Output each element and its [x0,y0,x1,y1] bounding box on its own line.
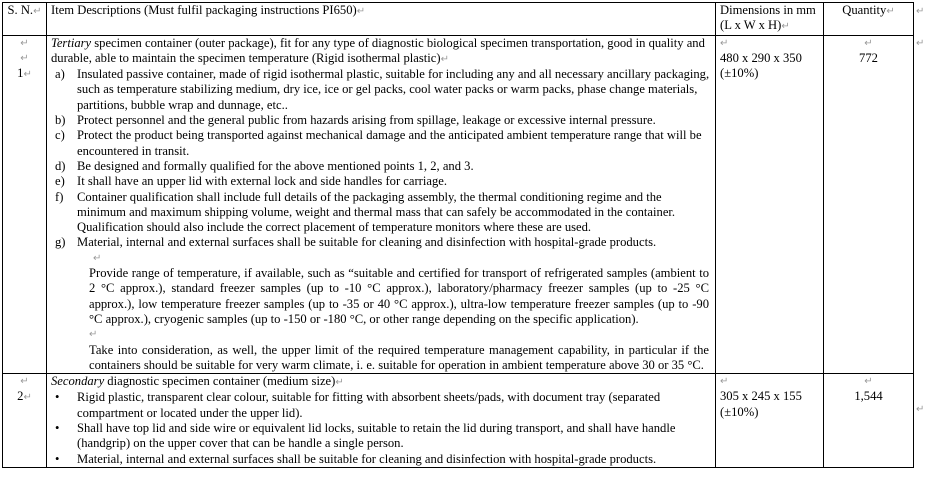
sn-cell: ↵ ↵ 1↵ [3,35,47,374]
table-row [3,35,914,374]
list-item: • Rigid plastic, transparent clear colour, suitable for fitting with absorbent sheets/pads, with document tray (separated compartment or located under the upper lid). [55,390,661,420]
quantity-cell: ↵ 772 [824,35,914,374]
packaging-spec-table [2,2,914,468]
header-description: Item Descriptions (Must fulfil packaging instructions PI650)↵ [47,3,716,36]
paragraph-mark-icon: ↵ [89,329,98,341]
list-item: g) Material, internal and external surfaces shall be suitable for cleaning and disinfection with hospital-grade products. [55,235,657,250]
list-item: a) Insulated passive container, made of rigid isothermal plastic, suitable for including any and all necessary ancillary packaging, such as temperature stabilizing medium, dry ice, ice or gel packs, cool water packs or warm packs, phase change materials, partitions, bubble wrap and dunnage, etc.. [55,67,710,112]
item-intro: Secondary diagnostic specimen container (medium size)↵ [51,374,344,389]
paragraph-mark-icon: ↵ [864,376,873,388]
dimensions-cell: ↵ 480 x 290 x 350 (±10%) [716,35,824,374]
description-cell [47,374,716,468]
paragraph-mark-icon: ↵ [864,37,873,49]
quantity-cell: ↵ 1,544 [824,374,914,468]
list-item: e) It shall have an upper lid with external lock and side handles for carriage. [55,174,447,189]
description-cell [47,35,716,374]
paragraph-mark-icon: ↵ [720,376,729,388]
end-of-row-icon: ↵ [916,404,925,415]
end-of-row-icon: ↵ [916,38,925,49]
header-dimensions: Dimensions in mm (L x W x H)↵ [716,3,824,36]
list-item: c) Protect the product being transported against mechanical damage and the anticipated ambient temperature range that will be encountered in transit. [55,128,702,158]
list-item: f) Container qualification shall include full details of the packaging assembly, the thermal conditioning regime and the minimum and maximum shipping volume, weight and thermal mass that can safely be accommodated in the container. Qualification should also include the correct placement of temperature monitors where these are used. [55,189,676,235]
paragraph-mark-icon: ↵ [886,6,895,17]
end-of-row-icon: ↵ [916,6,925,17]
dimensions-cell: ↵ 305 x 245 x 155 (±10%) [716,374,824,468]
paragraph-mark-icon: ↵ [33,6,42,17]
list-item: • Material, internal and external surfaces shall be suitable for cleaning and disinfection with hospital-grade products. [55,451,657,466]
header-row [3,3,914,36]
paragraph-mark-icon: ↵ [23,392,32,404]
paragraph-mark-icon: ↵ [23,69,32,81]
paragraph-mark-icon: ↵ [720,37,729,49]
paragraph-mark-icon: ↵ [781,21,790,33]
header-quantity: Quantity↵ [824,3,914,36]
paragraph-mark-icon: ↵ [20,37,29,49]
paragraph-mark-icon: ↵ [20,376,29,388]
item-intro: Tertiary specimen container (outer package), fit for any type of diagnostic biological specimen transportation, good in quality and durable, able to maintain the specimen temperature (Rigid isothermal plastic)↵ [51,35,705,65]
list-item: b) Protect personnel and the general public from hazards arising from spillage, leakage or excessive internal pressure. [55,113,656,128]
sn-cell: ↵ 2↵ [3,374,47,468]
list-item: • Shall have top lid and side wire or equivalent lid locks, suitable to retain the lid during transport, and shall have handle (handgrip) on the upper cover that can be handle a single person. [55,421,676,451]
table-row [3,374,914,468]
paragraph-mark-icon: ↵ [20,52,29,64]
temperature-paragraph: Provide range of temperature, if available, such as “suitable and certified for transport of refrigerated samples (ambient to 2 °C approx.), standard freezer samples (up to -10 °C approx.), laboratory/pharmacy freezer samples (up to -25 °C approx.), low temperature freezer samples (up to -35 or 40 °C approx.), ultra-low temperature freezer samples (up to -90 °C approx.), cryogenic samples (up to -150 or -180 °C, or other range depending on the specific application). [89,266,709,326]
header-sn: S. N.↵ [3,3,47,36]
paragraph-mark-icon: ↵ [356,6,366,17]
climate-paragraph: Take into consideration, as well, the upper limit of the required temperature management capability, in particular if the containers should be suitable for very warm climate, i. e. suitable for operation in ambient temperature above 30 or 35 °C. [89,342,709,372]
list-item: d) Be designed and formally qualified for the above mentioned points 1, 2, and 3. [55,158,474,173]
paragraph-mark-icon: ↵ [93,252,102,264]
